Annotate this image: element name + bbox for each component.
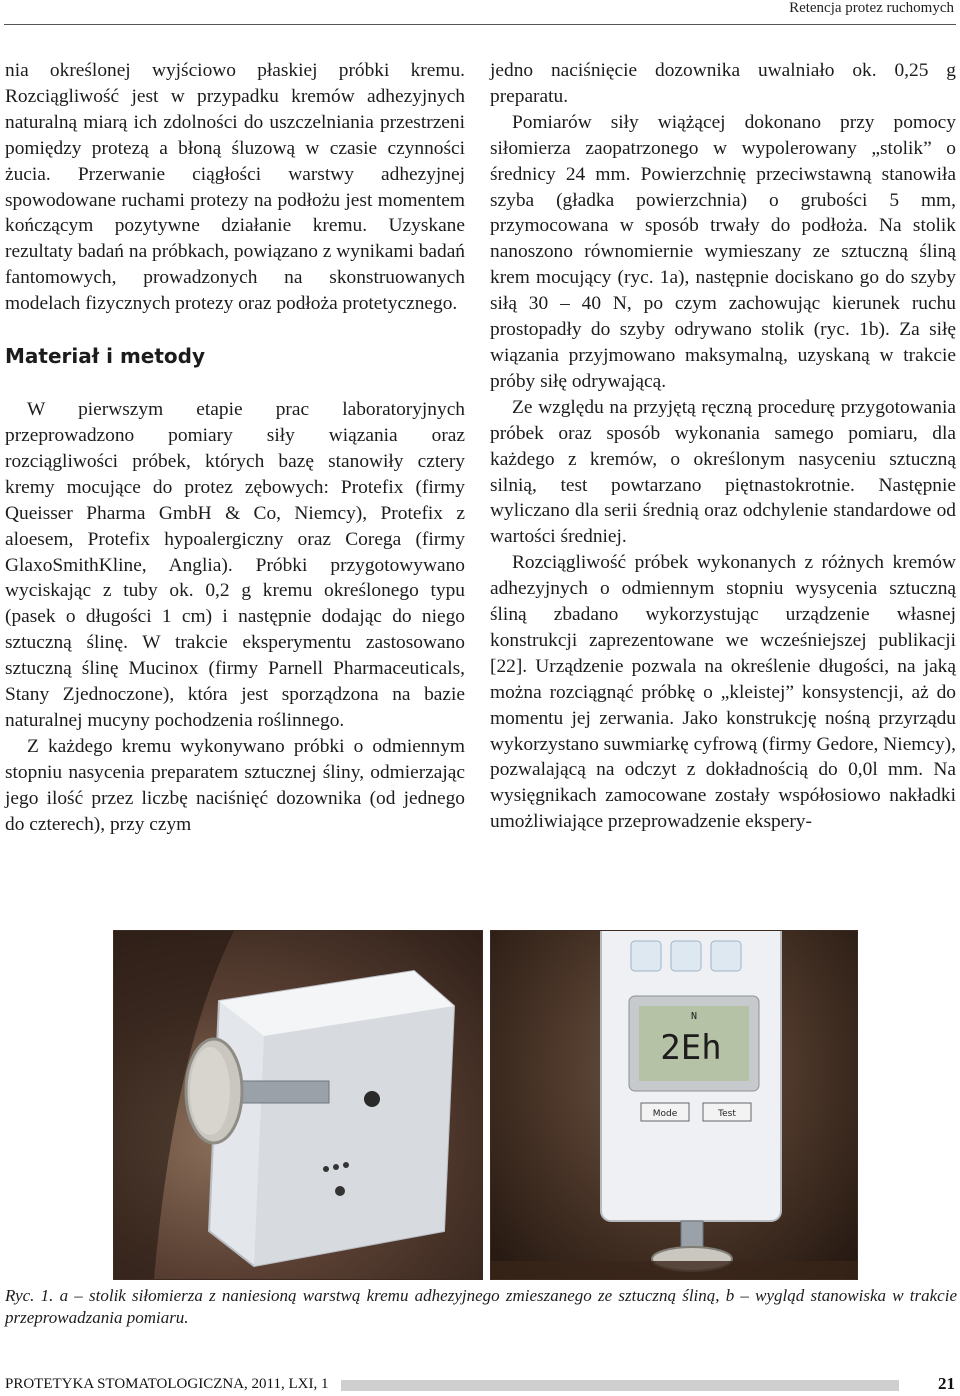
right-column: [490, 58, 956, 835]
section-heading: Materiał i metody: [5, 344, 205, 369]
device-button-test: Test: [718, 1109, 736, 1119]
paragraph: Ze względu na przyjętą ręczną procedurę przygotowania próbek oraz sposób wykonania samego pomiaru, dla każdego z kremów, o określonym nasyceniu sztuczną silnią, test powtarzano piętnastokrotnie. Następnie wyliczano dla serii średnią oraz odchylenie standardowe od wartości średniej.: [490, 396, 956, 548]
paragraph: jedno naciśnięcie dozownika uwalniało ok. 0,25 g preparatu.: [490, 60, 956, 107]
running-header: Retencja protez ruchomych: [789, 0, 954, 16]
figure-photo-b: [490, 930, 858, 1280]
journal-citation: PROTETYKA STOMATOLOGICZNA, 2011, LXI, 1: [5, 1376, 329, 1392]
page-number: 21: [938, 1374, 955, 1393]
device-unit-label: N: [690, 1011, 698, 1022]
force-gauge-tip-illustration: [114, 931, 482, 1279]
paragraph: Rozciągliwość próbek wykonanych z różnych kremów adhezyjnych o odmiennym stopniu wysycenia sztuczną śliną zbadano wykorzystując urządzenie własnej konstrukcji zaprezentowane we wcześniejszej publikacji [22]. Urządzenie pozwala na określenie długości, na jaką można rozciągnąć próbkę o „kleistej” konsystencji, aż do momentu jej zerwania. Jako konstrukcję nośną przyrządu wykorzystano suwmiarkę cyfrową (firmy Gedore, Niemcy), pozwalającą na odczyt z dokładnością do 0,0l mm. Na wysięgnikach zamocowane zostały współosiowo nakładki umożliwiające przeprowadzenie ekspery-: [490, 552, 956, 833]
device-button-mode: Mode: [652, 1109, 678, 1119]
force-gauge-stand-illustration: [491, 931, 857, 1279]
page-footer: [5, 1374, 955, 1396]
header-rule: [4, 24, 956, 25]
figure-caption: Ryc. 1. a – stolik siłomierza z naniesioną warstwą kremu adhezyjnego zmieszanego ze sztuczną śliną, b – wygląd stanowiska w trakcie przeprowadzania pomiaru.: [5, 1286, 957, 1327]
paragraph: Z każdego kremu wykonywano próbki o odmiennym stopniu nasycenia preparatem sztucznej śliny, odmierzając jego ilość przez liczbę naciśnięć dozownika (od jednego do czterech), przy czym: [5, 735, 465, 835]
footer-bar: [341, 1380, 899, 1391]
device-display-readout: 2Eh: [660, 1028, 722, 1068]
left-column: [5, 58, 465, 837]
paragraph: nia określonej wyjściowo płaskiej próbki kremu. Rozciągliwość jest w przypadku kremów adhezyjnych naturalną miarą ich zdolności do uszczelniania przestrzeni pomiędzy protezą a błoną śluzową w czasie czynności żucia. Przerwanie ciągłości warstwy adhezyjnej spowodowane ruchami protezy na podłożu jest momentem kończącym pozytywne działanie kremu. Uzyskane rezultaty badań na próbkach, powiązano z wynikami badań fantomowych, prowadzonych na skonstruowanych modelach fizycznych protezy oraz podłoża protetycznego.: [5, 60, 465, 315]
figure-photo-a: [113, 930, 483, 1280]
paragraph: W pierwszym etapie prac laboratoryjnych przeprowadzono pomiary siły wiązania oraz rozciągliwości próbek, których bazę stanowiły cztery kremy mocujące do protez zębowych: Protefix (firmy Queisser Pharma GmbH & Co, Niemcy), Protefix z aloesem, Protefix hypoalergiczny oraz Corega (firmy GlaxoSmithKline, Anglia). Próbki przygotowywano wyciskając z tuby ok. 0,2 g kremu określonego typu (pasek o długości 1 cm) i następnie dodając do niego sztuczną ślinę. W trakcie eksperymentu zastosowano sztuczną ślinę Mucinox (firmy Parnell Pharmaceuticals, Stany Zjednoczone), która jest sporządzona na bazie naturalnej mucyny pochodzenia roślinnego.: [5, 399, 465, 731]
paragraph: Pomiarów siły wiążącej dokonano przy pomocy siłomierza zaopatrzonego w wypolerowany „stolik” o średnicy 24 mm. Powierzchnię przeciwstawną stanowiła szyba (gładka powierzchnia) o grubości 5 mm, przymocowana w sposób trwały do podłoża. Na stolik nanoszono równomiernie wymieszany ze sztuczną śliną krem mocujący (ryc. 1a), następnie dociskano go do szyby siłą 30 – 40 N, po czym zachowując kierunek ruchu prostopadły do szyby odrywano stolik (ryc. 1b). Za siłę wiązania przyjmowano maksymalną, uzyskaną w trakcie próby siłę odrywającą.: [490, 111, 956, 392]
figure-1: [5, 930, 960, 1278]
